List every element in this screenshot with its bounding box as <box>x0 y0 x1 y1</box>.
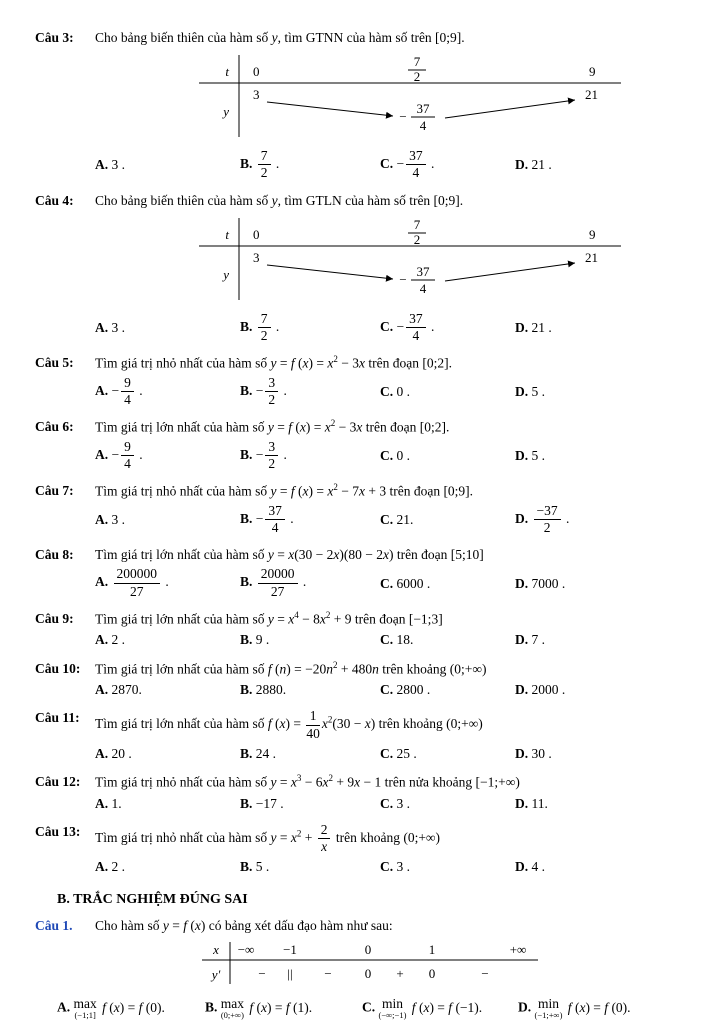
table-x1-den: 2 <box>413 69 421 85</box>
table-var: t <box>225 64 229 80</box>
question-text: Tìm giá trị lớn nhất của hàm số y = x(30 − 2x)(80 − 2x) trên đoạn [5;10] <box>95 547 484 563</box>
question-cau-5 <box>35 353 697 408</box>
question-cau-8 <box>35 545 697 600</box>
option-c: C. 3 . <box>380 795 410 811</box>
option-b: B. $\frac{20000}{27}$ . <box>240 566 307 599</box>
option-d: D. min (−1;+∞) f (x) = f (0). <box>518 996 631 1020</box>
svg-text:1: 1 <box>428 942 436 958</box>
question-label: Câu 9: <box>35 610 74 626</box>
options-row <box>95 794 697 813</box>
sign-table-wrap <box>200 940 697 991</box>
question-label: Câu 3: <box>35 30 74 45</box>
option-c: C. 0 . <box>380 448 410 464</box>
table-var: t <box>225 226 229 242</box>
option-a: A. − $\frac{9}{4}$ . <box>95 438 143 472</box>
question-label: Câu 4: <box>35 192 74 208</box>
question-label: Câu 10: <box>35 660 81 676</box>
sign-table <box>200 940 540 986</box>
table-fn: y <box>223 104 229 120</box>
option-b: B. 24 . <box>240 745 277 761</box>
table-x1-num: 7 <box>413 54 421 70</box>
option-a: A. 3 . <box>95 512 125 528</box>
option-a: A. 2 . <box>95 632 125 648</box>
svg-text:−∞: −∞ <box>237 942 255 958</box>
option-a: A. 20 . <box>95 745 132 761</box>
variation-table-wrap <box>195 52 697 145</box>
option-b: B. 9 . <box>240 632 270 648</box>
option-b: B. max (0;+∞) f (x) = f (1). <box>205 996 313 1020</box>
option-a: A. max (−1;1] f (x) = f (0). <box>57 996 165 1020</box>
option-a: A. − $\frac{9}{4}$ . <box>95 374 143 408</box>
question-text: Tìm giá trị lớn nhất của hàm số $y = x^4 - 8x^2 + 9$ trên đoạn [−1;3] <box>95 609 443 627</box>
option-b: B. 2880. <box>240 682 287 698</box>
question-cau-4 <box>35 191 697 345</box>
table-min-den: 4 <box>419 118 427 134</box>
option-a: A. 2870. <box>95 682 142 698</box>
option-c: C. 2800 . <box>380 682 431 698</box>
option-c: C. 6000 . <box>380 575 431 591</box>
options-row <box>95 566 697 599</box>
variation-table-wrap <box>195 215 697 308</box>
question-label: Câu 1. <box>35 918 73 934</box>
question-text: Cho bảng biến thiên của hàm số y, tìm GTLN của hàm số trên [0;9]. <box>95 192 464 208</box>
question-text: Tìm giá trị nhỏ nhất của hàm số $y = x^2$ + $\frac{2}{x}$ trên khoảng (0;+∞) <box>95 821 441 854</box>
question-cau-11 <box>35 708 697 763</box>
option-a: A. 2 . <box>95 859 125 875</box>
question-cau-12 <box>35 772 697 813</box>
table-min-sign: − <box>399 271 407 287</box>
option-d: D. 7 . <box>515 632 545 648</box>
question-cau-6 <box>35 417 697 472</box>
option-c: C. 0 . <box>380 384 410 400</box>
question-cau-10 <box>35 659 697 700</box>
variation-table <box>195 52 625 140</box>
options-row <box>95 439 697 472</box>
svg-text:−: − <box>481 966 489 982</box>
option-b: B. − $\frac{37}{4}$ . <box>240 502 294 536</box>
svg-text:||: || <box>287 966 293 982</box>
option-b: B. −17 . <box>240 795 284 811</box>
options-row <box>95 311 697 344</box>
question-cau-7 <box>35 481 697 536</box>
question-cau-3 <box>35 28 697 182</box>
variation-table <box>195 215 625 303</box>
table-x0: 0 <box>253 64 260 80</box>
question-label: Câu 6: <box>35 419 74 435</box>
option-b: B. 5 . <box>240 859 270 875</box>
question-text: Tìm giá trị nhỏ nhất của hàm số y = f $(x) = x^2 - 7x + 3$ trên đoạn [0;9]. <box>95 482 474 499</box>
table-x2: 9 <box>589 64 596 80</box>
option-c: C. 25 . <box>380 745 417 761</box>
table-y0: 3 <box>253 249 260 265</box>
options-row <box>95 857 697 876</box>
option-d: D. 7000 . <box>515 575 566 591</box>
question-label: Câu 13: <box>35 823 81 839</box>
options-row <box>57 997 697 1020</box>
option-c: C. 21. <box>380 512 414 528</box>
option-c: C. − $\frac{37}{4}$ . <box>380 148 435 181</box>
option-d: D. $\frac{-37}{2}$ . <box>515 502 570 536</box>
option-d: D. 4 . <box>515 859 545 875</box>
table-x0: 0 <box>253 226 260 242</box>
question-text: Cho bảng biến thiên của hàm số y, tìm GTNN của hàm số trên [0;9]. <box>95 30 465 45</box>
option-c: C. min (−∞;−1) f (x) = f (−1). <box>362 996 483 1020</box>
table-y0: 3 <box>253 87 260 103</box>
option-d: D. 11. <box>515 795 548 811</box>
svg-text:0: 0 <box>364 942 372 958</box>
table-fn: y <box>223 266 229 282</box>
option-b: B. − $\frac{3}{2}$ . <box>240 374 287 408</box>
option-c: C. 3 . <box>380 859 410 875</box>
question-text: Tìm giá trị nhỏ nhất của hàm số $y = x^3 - 6x^2 + 9x - 1$ trên nửa khoảng [−1;+∞) <box>95 772 520 790</box>
option-d: D. 21 . <box>515 157 552 173</box>
svg-text:−: − <box>258 966 266 982</box>
table-min-num: 37 <box>416 263 430 279</box>
question-label: Câu 5: <box>35 355 74 371</box>
svg-text:+: + <box>396 966 404 982</box>
options-row <box>95 680 697 699</box>
svg-text:−: − <box>324 966 332 982</box>
svg-text:−1: −1 <box>283 942 297 958</box>
question-text: Tìm giá trị lớn nhất của hàm số y = f $(x) = x^2 - 3x$ trên đoạn [0;2]. <box>95 418 450 435</box>
options-row <box>95 503 697 536</box>
question-cau-9 <box>35 609 697 650</box>
option-c: C. 18. <box>380 632 414 648</box>
option-d: D. 21 . <box>515 320 552 336</box>
question-cau-13 <box>35 822 697 877</box>
option-a: A. 3 . <box>95 157 125 173</box>
question-label: Câu 11: <box>35 710 80 726</box>
table-y2: 21 <box>585 249 598 265</box>
table-x2: 9 <box>589 226 596 242</box>
question-label: Câu 12: <box>35 773 81 789</box>
question-ds-cau-1 <box>35 916 697 1020</box>
table-min-num: 37 <box>416 101 430 117</box>
options-row <box>95 630 697 649</box>
section-b-title: B. TRẮC NGHIỆM ĐÚNG SAI <box>57 892 248 908</box>
option-b: B. − $\frac{3}{2}$ . <box>240 438 287 472</box>
sign-x-label: x <box>213 942 219 958</box>
question-text: Tìm giá trị lớn nhất của hàm số f $(n) = -20n^2 + 480n$ trên khoảng (0;+∞) <box>95 659 487 677</box>
option-a: A. 1. <box>95 795 122 811</box>
question-text: Tìm giá trị nhỏ nhất của hàm số y = f $(x) = x^2 - 3x$ trên đoạn [0;2]. <box>95 354 452 371</box>
svg-text:0: 0 <box>428 966 436 982</box>
option-b: B. $\frac{7}{2}$ . <box>240 148 280 181</box>
table-min-sign: − <box>399 109 407 125</box>
question-text: Tìm giá trị lớn nhất của hàm số f (x) = $\frac{1}{40}$ $x^2(30 - x)$ trên khoảng (0;+∞) <box>95 708 483 741</box>
option-c: C. − $\frac{37}{4}$ . <box>380 310 435 344</box>
svg-text:+∞: +∞ <box>509 942 527 958</box>
svg-text:0: 0 <box>364 966 372 982</box>
table-x1-den: 2 <box>413 231 421 247</box>
option-a: A. 3 . <box>95 320 125 336</box>
sign-y-label: y′ <box>211 967 221 983</box>
option-d: D. 5 . <box>515 448 545 464</box>
options-row <box>95 375 697 408</box>
option-d: D. 5 . <box>515 384 545 400</box>
table-y2: 21 <box>585 87 598 103</box>
table-x1-num: 7 <box>413 216 421 232</box>
option-d: D. 30 . <box>515 745 552 761</box>
options-row <box>95 744 697 763</box>
options-row <box>95 148 697 181</box>
question-label: Câu 7: <box>35 483 74 499</box>
table-min-den: 4 <box>419 280 427 296</box>
question-text: Cho hàm số y = f (x) có bảng xét dấu đạo hàm như sau: <box>95 918 393 934</box>
question-label: Câu 8: <box>35 547 74 563</box>
option-d: D. 2000 . <box>515 682 566 698</box>
option-a: A. $\frac{200000}{27}$ . <box>95 566 169 599</box>
option-b: B. $\frac{7}{2}$ . <box>240 310 280 344</box>
